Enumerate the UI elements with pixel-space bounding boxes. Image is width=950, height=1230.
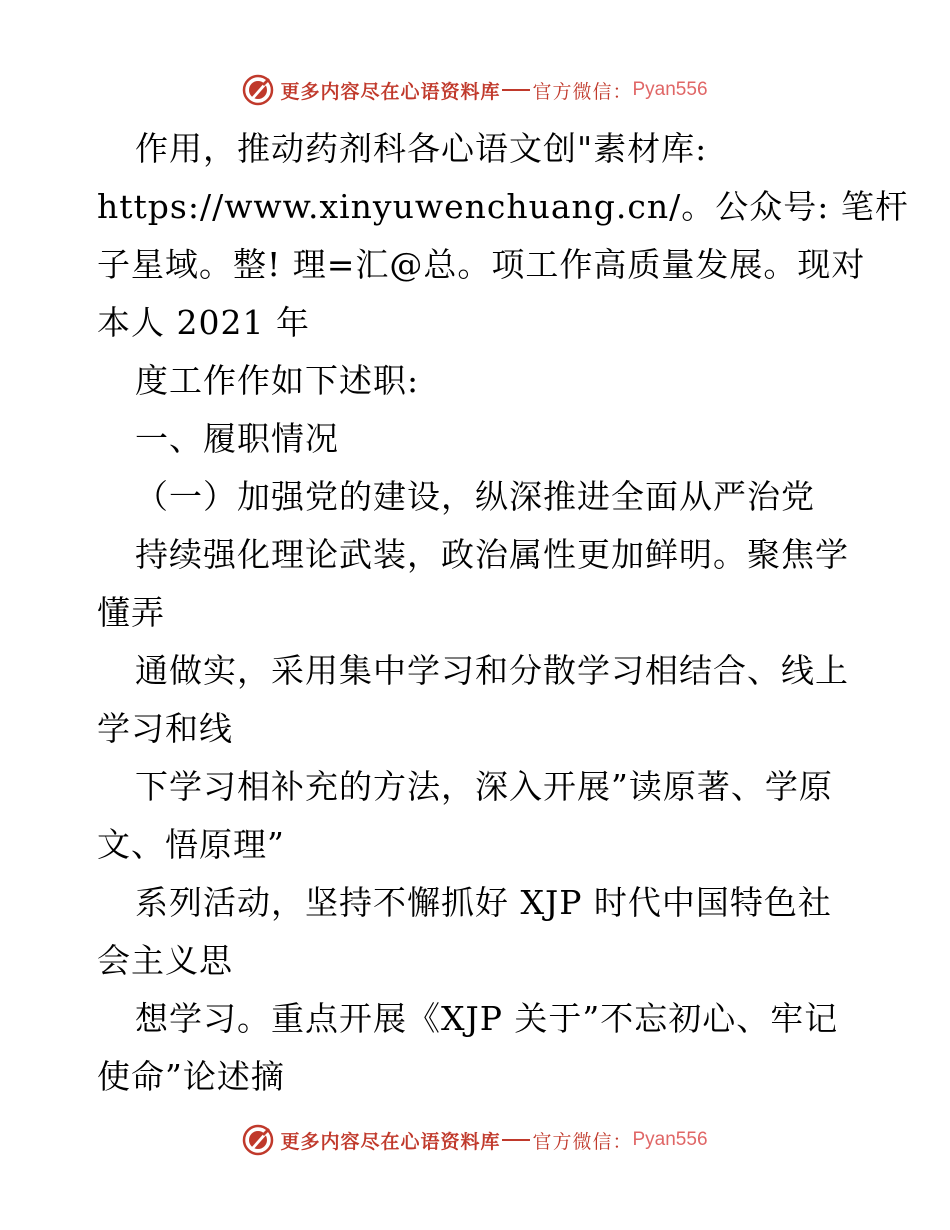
banner-main-text: 更多内容尽在心语资料库 <box>280 1130 501 1153</box>
body-line: 本人 2021 年 <box>97 303 310 342</box>
body-line: 使命”论述摘 <box>97 1057 285 1096</box>
banner-dash <box>502 89 530 91</box>
footer-banner <box>0 1120 950 1160</box>
banner-wechat-handle: Pyan556 <box>632 79 708 100</box>
body-line: 度工作作如下述职: <box>135 361 420 400</box>
body-line: 作用，推动药剂科各心语文创"素材库: <box>135 129 708 168</box>
header-banner <box>0 70 950 110</box>
banner-dash <box>502 1139 530 1141</box>
banner-sub-text: 官方微信： <box>532 80 633 103</box>
body-line: 子星域。整! 理=汇@总。项工作高质量发展。现对 <box>97 245 866 284</box>
quill-logo-icon <box>242 1124 274 1156</box>
body-line: （一）加强党的建设，纵深推进全面从严治党 <box>135 477 815 516</box>
body-line: 会主义思 <box>97 941 233 980</box>
banner-sub-text: 官方微信： <box>532 1130 633 1153</box>
body-line: 持续强化理论武装，政治属性更加鲜明。聚焦学 <box>135 535 849 574</box>
body-line: 懂弄 <box>97 593 165 632</box>
body-line: 一、履职情况 <box>135 419 339 458</box>
banner-wechat-handle: Pyan556 <box>632 1129 708 1150</box>
body-line: 想学习。重点开展《XJP 关于”不忘初心、牢记 <box>135 999 839 1038</box>
document-body <box>97 120 909 1106</box>
body-line: 通做实，采用集中学习和分散学习相结合、线上 <box>135 651 849 690</box>
banner-main-text: 更多内容尽在心语资料库 <box>280 80 501 103</box>
body-line: 学习和线 <box>97 709 233 748</box>
body-line: 系列活动，坚持不懈抓好 XJP 时代中国特色社 <box>135 883 832 922</box>
body-line: 下学习相补充的方法，深入开展”读原著、学原 <box>135 767 833 806</box>
body-line: https://www.xinyuwenchuang.cn/。公众号: 笔杆 <box>97 187 909 226</box>
quill-logo-icon <box>242 74 274 106</box>
body-line: 文、悟原理” <box>97 825 285 864</box>
